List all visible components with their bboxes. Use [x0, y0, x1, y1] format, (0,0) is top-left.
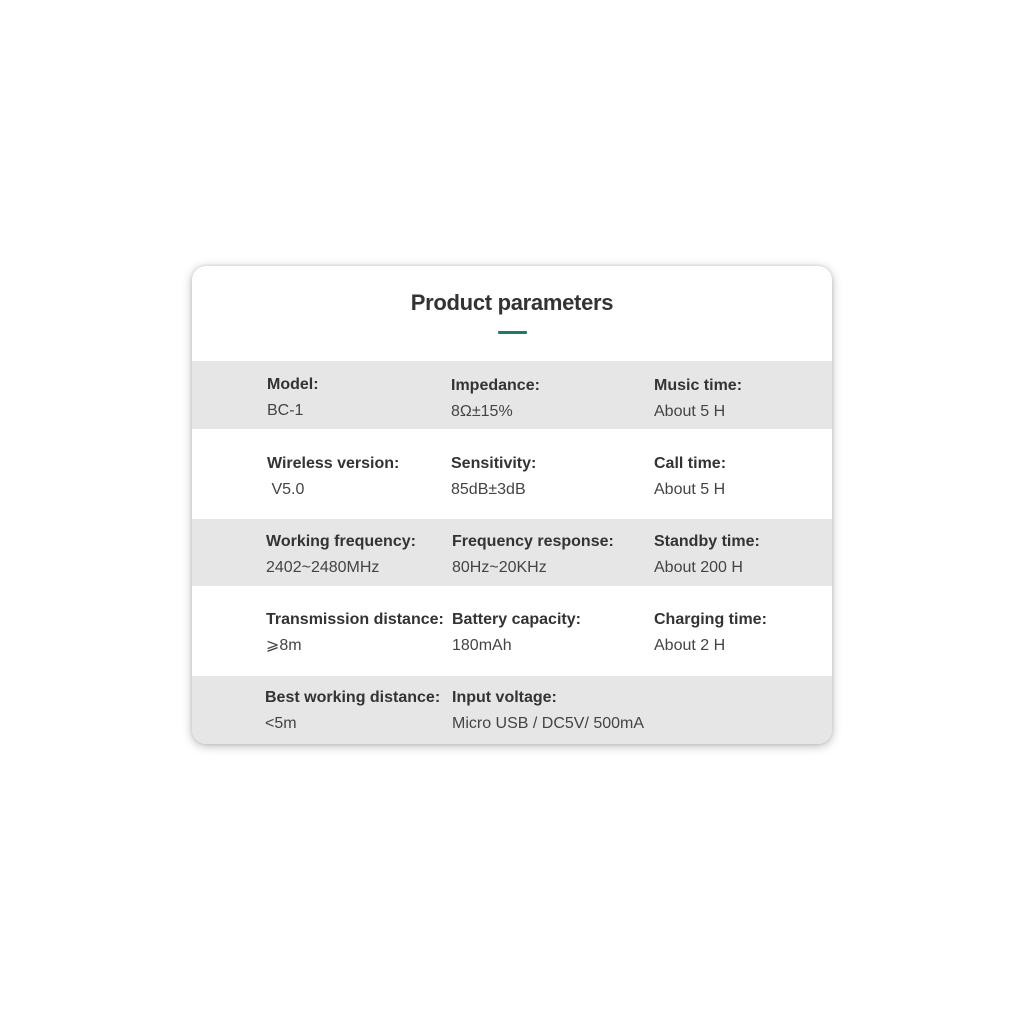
param-impedance — [451, 376, 540, 422]
param-row-2 — [192, 429, 832, 519]
param-music-time — [654, 376, 742, 422]
param-label: Sensitivity: — [451, 455, 537, 472]
param-frequency-response — [452, 532, 614, 578]
param-input-voltage — [452, 688, 644, 734]
param-label: Charging time: — [654, 611, 767, 628]
param-row-4 — [192, 586, 832, 676]
param-label: Wireless version: — [267, 455, 400, 472]
param-label: Frequency response: — [452, 533, 614, 550]
param-charging-time — [654, 610, 767, 656]
param-value: About 5 H — [654, 403, 726, 420]
param-best-working-distance — [265, 688, 440, 734]
param-value: BC-1 — [267, 402, 304, 419]
param-label: Standby time: — [654, 533, 760, 550]
param-call-time — [654, 454, 726, 500]
param-label: Input voltage: — [452, 689, 557, 706]
param-label: Transmission distance: — [266, 611, 444, 628]
card-title: Product parameters — [410, 290, 614, 315]
param-value: 80Hz~20KHz — [452, 559, 547, 576]
param-value: 180mAh — [452, 637, 512, 654]
param-value: ⩾8m — [266, 637, 302, 654]
param-battery-capacity — [452, 610, 581, 656]
param-label: Impedance: — [451, 377, 540, 394]
param-label: Battery capacity: — [452, 611, 581, 628]
param-value: Micro USB / DC5V/ 500mA — [452, 715, 645, 732]
param-value: About 5 H — [654, 481, 726, 498]
param-row-1 — [192, 361, 832, 429]
param-value: 2402~2480MHz — [266, 559, 380, 576]
param-value: About 200 H — [654, 559, 743, 576]
param-value: 85dB±3dB — [451, 481, 526, 498]
param-value: V5.0 — [267, 481, 305, 498]
param-standby-time — [654, 532, 760, 578]
param-value: About 2 H — [654, 637, 726, 654]
param-value: <5m — [265, 715, 297, 732]
param-model — [267, 375, 319, 421]
param-label: Call time: — [654, 455, 727, 472]
param-row-3 — [192, 519, 832, 586]
param-row-5 — [192, 676, 832, 744]
param-value: 8Ω±15% — [451, 403, 513, 420]
param-label: Music time: — [654, 377, 743, 394]
param-label: Best working distance: — [265, 689, 441, 706]
param-wireless-version — [267, 454, 399, 500]
param-sensitivity — [451, 454, 536, 500]
param-transmission-distance — [266, 610, 444, 656]
title-accent-bar — [498, 331, 527, 334]
product-parameters-card — [192, 266, 832, 744]
param-label: Model: — [267, 376, 319, 393]
param-working-frequency — [266, 532, 416, 578]
param-label: Working frequency: — [266, 533, 416, 550]
